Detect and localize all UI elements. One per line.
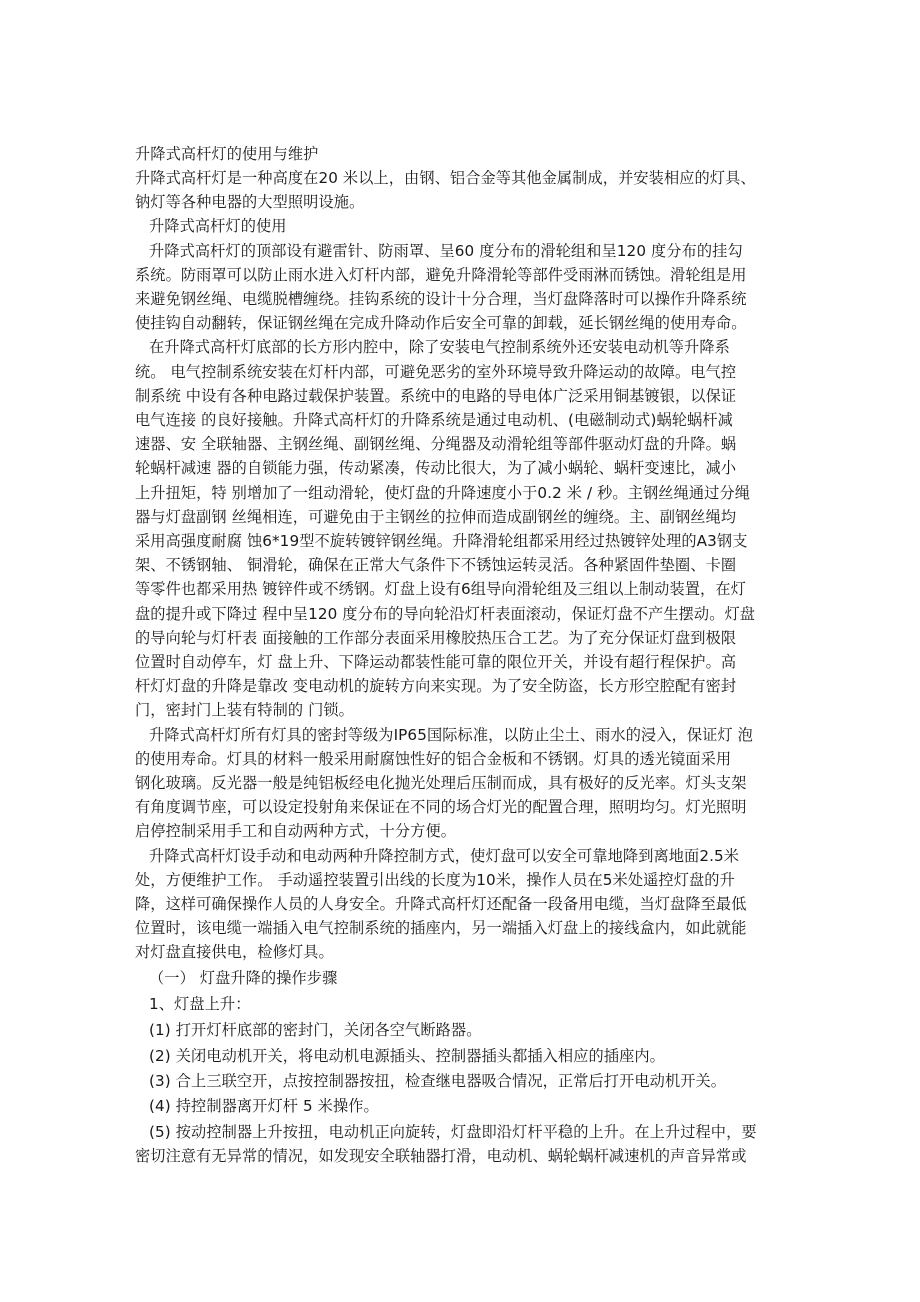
text-line: 升降式高杆灯是一种高度在20 米以上，由钢、铝合金等其他金属制成，并安装相应的灯具、	[135, 169, 756, 187]
text-line: 在升降式高杆灯底部的长方形内腔中，除了安装电气控制系统外还安装电动机等升降系	[149, 338, 730, 356]
text-line: 架、不锈钢轴、 铜滑轮，确保在正常大气条件下不锈蚀运转灵活。各种紧固件垫圈、卡圈	[135, 556, 737, 574]
text-line: 使挂钩自动翻转，保证钢丝绳在完成升降动作后安全可靠的卸载，延长钢丝绳的使用寿命。	[135, 314, 747, 332]
text-line: 的导向轮与灯杆表 面接触的工作部分表面采用橡胶热压合工艺。为了充分保证灯盘到极限	[135, 629, 737, 647]
text-line: 处，方便维护工作。 手动遥控装置引出线的长度为10米，操作人员在5米处遥控灯盘的升	[135, 871, 735, 889]
text-line: 有角度调节座，可以设定投射角来保证在不同的场合灯光的配置合理，照明均匀。灯光照明	[135, 798, 747, 816]
text-line: 升降式高杆灯所有灯具的密封等级为IP65国际标准，以防止尘土、雨水的浸入，保证灯 泡	[149, 726, 753, 744]
document-title: 升降式高杆灯的使用与维护	[135, 145, 319, 163]
text-line: 等零件也都采用热 镀锌件或不绣钢。灯盘上设有6组导向滑轮组及三组以上制动装置，在灯	[135, 580, 746, 598]
text-line: 启停控制采用手工和自动两种方式，十分方便。	[135, 822, 457, 840]
list-heading: 1、灯盘上升：	[149, 995, 251, 1013]
list-item: (4) 持控制器离开灯杆 5 米操作。	[149, 1097, 379, 1115]
text-line: 来避免钢丝绳、电缆脱槽缠绕。挂钩系统的设计十分合理，当灯盘降落时可以操作升降系统	[135, 290, 747, 308]
list-item: (3) 合上三联空开，点按控制器按扭，检查继电器吸合情况，正常后打开电动机开关。	[149, 1072, 727, 1090]
text-line: 升降式高杆灯的顶部设有避雷针、防雨罩、呈60 度分布的滑轮组和呈120 度分布的挂勾	[149, 242, 743, 260]
text-line: 杆灯灯盘的升降是靠改 变电动机的旋转方向来实现。为了安全防盗，长方形空腔配有密封	[135, 677, 737, 695]
list-item: (5) 按动控制器上升按扭，电动机正向旋转，灯盘即沿灯杆平稳的上升。在上升过程中，要	[149, 1123, 757, 1141]
text-line: 统。 电气控制系统安装在灯杆内部，可避免恶劣的室外环境导致升降运动的故障。电气控	[135, 363, 737, 381]
text-line: 门，密封门上装有特制的 门锁。	[135, 701, 354, 719]
text-line: 器与灯盘副钢 丝绳相连，可避免由于主钢丝的拉伸而造成副钢丝的缠绕。主、副钢丝绳均	[135, 508, 737, 526]
text-line: 位置时，该电缆一端插入电气控制系统的插座内，另一端插入灯盘上的接线盒内，如此就能	[135, 919, 747, 937]
text-line: 速器、安 全联轴器、主钢丝绳、副钢丝绳、分绳器及动滑轮组等部件驱动灯盘的升降。蜗	[135, 435, 737, 453]
text-line: 采用高强度耐腐 蚀6*19型不旋转镀锌钢丝绳。升降滑轮组都采用经过热镀锌处理的A3钢支	[135, 532, 748, 550]
text-line: 轮蜗杆减速 器的自锁能力强，传动紧凑，传动比很大，为了减小蜗轮、蜗杆变速比，减小	[135, 459, 737, 477]
text-line: 电气连接 的良好接触。升降式高杆灯的升降系统是通过电动机、(电磁制动式)蜗轮蜗杆减	[135, 411, 733, 429]
text-line: 盘的提升或下降过 程中呈120 度分布的导向轮沿灯杆表面滚动，保证灯盘不产生摆动。灯盘	[135, 605, 756, 623]
text-line: 升降式高杆灯设手动和电动两种升降控制方式，使灯盘可以安全可靠地降到离地面2.5米	[149, 847, 740, 865]
list-item: (1) 打开灯杆底部的密封门，关闭各空气断路器。	[149, 1021, 482, 1039]
text-line: 上升扭矩，特 别增加了一组动滑轮，使灯盘的升降速度小于0.2 米 / 秒。主钢丝绳通过分绳	[135, 484, 751, 502]
text-line: 位置时自动停车，灯 盘上升、下降运动都装性能可靠的限位开关，并设有超行程保护。高	[135, 653, 737, 671]
text-line: 钢化玻璃。反光器一般是纯铝板经电化抛光处理后压制而成，具有极好的反光率。灯头支架	[135, 774, 747, 792]
list-item: (2) 关闭电动机开关，将电动机电源插头、控制器插头都插入相应的插座内。	[149, 1047, 665, 1065]
section-heading: 升降式高杆灯的使用	[149, 217, 287, 235]
text-line: 系统。防雨罩可以防止雨水进入灯杆内部，避免升降滑轮等部件受雨淋而锈蚀。滑轮组是用	[135, 266, 747, 284]
text-line: 钠灯等各种电器的大型照明设施。	[135, 193, 365, 211]
text-line: 对灯盘直接供电，检修灯具。	[135, 943, 334, 961]
section-heading: （一） 灯盘升降的操作步骤	[149, 969, 338, 987]
text-line: 的使用寿命。灯具的材料一般采用耐腐蚀性好的铝合金板和不锈钢。灯具的透光镜面采用	[135, 750, 732, 768]
text-line: 制系统 中设有各种电路过载保护装置。系统中的电路的导电体广泛采用铜基镀银，以保证	[135, 387, 737, 405]
text-line: 降，这样可确保操作人员的人身安全。升降式高杆灯还配备一段备用电缆，当灯盘降至最低	[135, 895, 747, 913]
text-line: 密切注意有无异常的情况，如发现安全联轴器打滑，电动机、蜗轮蜗杆减速机的声音异常或	[135, 1147, 747, 1165]
